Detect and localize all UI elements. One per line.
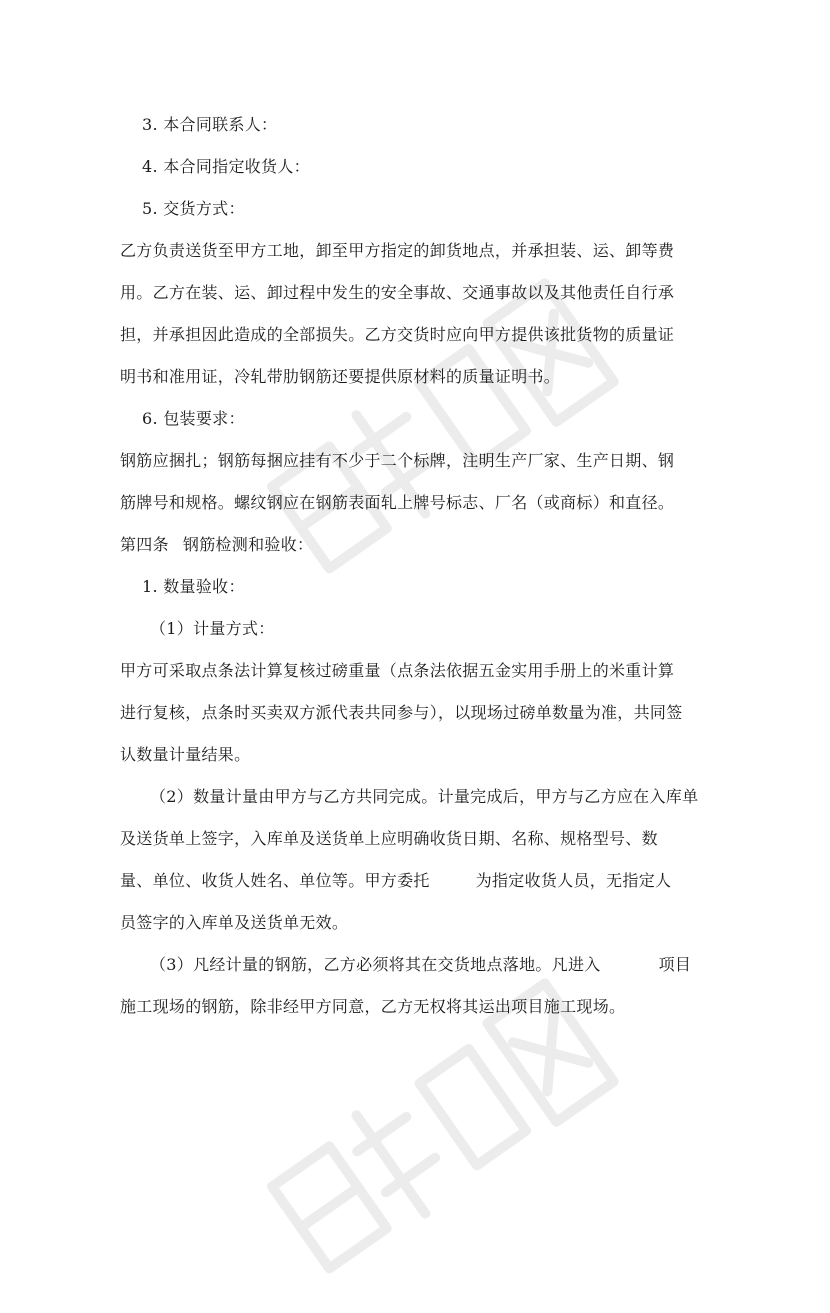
measure-paragraph-line: 进行复核，点条时买卖双方派代表共同参与），以现场过磅单数量为准，共同签 xyxy=(120,703,683,722)
item-6-packaging: 6. 包装要求： xyxy=(142,409,245,428)
sub-1-2-line-3-part-b: 为指定收货人员，无指定人 xyxy=(475,871,672,890)
article-4-heading xyxy=(120,524,710,566)
document-body xyxy=(120,104,710,1028)
sub-1-3-paragraph-line: 施工现场的钢筋，除非经甲方同意，乙方无权将其运出项目施工现场。 xyxy=(120,997,626,1016)
sub-1-1-measurement-method: （1）计量方式： xyxy=(150,619,275,638)
item-3-contact-person: 3. 本合同联系人： xyxy=(142,115,278,134)
item-4-designated-receiver: 4. 本合同指定收货人： xyxy=(142,157,310,176)
delivery-paragraph-line: 明书和准用证，冷轧带肋钢筋还要提供原材料的质量证明书。 xyxy=(120,367,561,386)
delivery-paragraph-line: 担，并承担因此造成的全部损失。乙方交货时应向甲方提供该批货物的质量证 xyxy=(120,325,675,344)
sub-1-2-paragraph-line-with-blank xyxy=(120,860,710,902)
article-4-label: 第四条 xyxy=(120,535,169,554)
sub-1-2-paragraph-line: 员签字的入库单及送货单无效。 xyxy=(120,913,349,932)
packaging-paragraph-line: 钢筋应捆扎；钢筋每捆应挂有不少于二个标牌，注明生产厂家、生产日期、钢 xyxy=(120,451,675,470)
article-4-title: 钢筋检测和验收： xyxy=(182,535,314,554)
sub-1-3-line-1-part-a: （3）凡经计量的钢筋，乙方必须将其在交货地点落地。凡进入 xyxy=(150,955,601,974)
delivery-paragraph-line: 乙方负责送货至甲方工地，卸至甲方指定的卸货地点，并承担装、运、卸等费 xyxy=(120,241,675,260)
measure-paragraph-line: 甲方可采取点条法计算复核过磅重量（点条法依据五金实用手册上的米重计算 xyxy=(120,661,675,680)
sub-1-3-paragraph-line-with-blank xyxy=(120,944,710,986)
sub-1-2-paragraph-line: （2）数量计量由甲方与乙方共同完成。计量完成后，甲方与乙方应在入库单 xyxy=(150,787,699,806)
sub-1-2-line-3-part-a: 量、单位、收货人姓名、单位等。甲方委托 xyxy=(120,871,430,890)
sub-1-2-paragraph-line: 及送货单上签字，入库单及送货单上应明确收货日期、名称、规格型号、数 xyxy=(120,829,658,848)
item-5-delivery-method: 5. 交货方式： xyxy=(142,199,245,218)
sub-1-3-line-1-part-b: 项目 xyxy=(658,955,692,974)
packaging-paragraph-line: 筋牌号和规格。螺纹钢应在钢筋表面轧上牌号标志、厂名（或商标）和直径。 xyxy=(120,493,675,512)
measure-paragraph-line: 认数量计量结果。 xyxy=(120,745,251,764)
sub-1-quantity-acceptance: 1. 数量验收： xyxy=(142,577,245,596)
delivery-paragraph-line: 用。乙方在装、运、卸过程中发生的安全事故、交通事故以及其他责任自行承 xyxy=(120,283,675,302)
